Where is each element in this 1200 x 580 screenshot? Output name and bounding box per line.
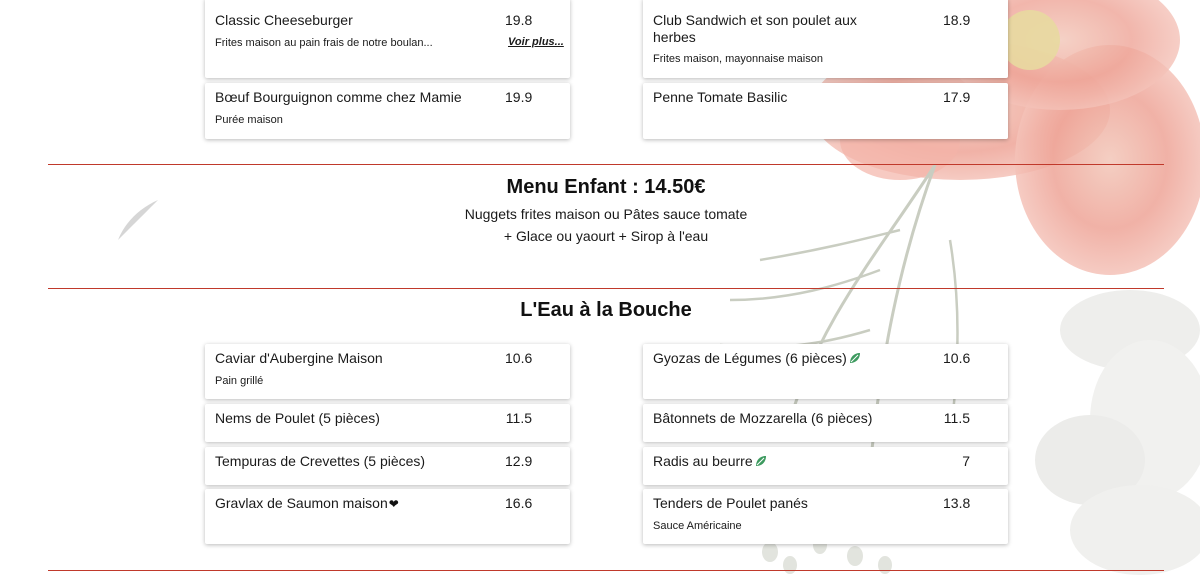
menu-item-name: Gravlax de Saumon maison [215,495,388,511]
menu-enfant-title: Menu Enfant : 14.50€ [506,176,706,198]
menu-item-price: 17.9 [943,89,971,105]
section-divider [48,164,1164,165]
menu-item-card[interactable] [643,83,1008,139]
menu-item-card[interactable] [205,0,570,78]
menu-item-price: 10.6 [943,350,971,366]
menu-item-price: 10.6 [505,350,533,366]
menu-item-price: 18.9 [943,12,971,28]
menu-item-card[interactable] [643,447,1008,485]
heart-icon: ❤ [388,497,399,511]
menu-item-description: Purée maison [215,114,283,126]
menu-item-price: 7 [962,453,970,469]
section-divider [48,288,1164,289]
menu-item-name-row [215,495,485,513]
menu-enfant-line-2: + Glace ou yaourt + Sirop à l'eau [503,228,709,244]
menu-item-name: Tempuras de Crevettes (5 pièces) [215,453,426,469]
menu-item-name: Bœuf Bourguignon comme chez Mamie [215,89,462,105]
menu-item-card[interactable] [205,404,570,442]
menu-item-price: 11.5 [505,410,532,426]
menu-item-card[interactable] [643,489,1008,544]
menu-item-description: Frites maison au pain frais de notre boulan... [215,37,433,49]
menu-item-price: 11.5 [943,410,970,426]
menu-item-card[interactable] [205,447,570,485]
menu-item-price: 12.9 [505,453,533,469]
menu-item-name: Nems de Poulet (5 pièces) [215,410,380,426]
menu-item-name: Gyozas de Légumes (6 pièces) [653,350,847,366]
menu-item-name: Club Sandwich et son poulet aux herbes [653,12,857,45]
menu-item-description: Sauce Américaine [653,520,742,532]
menu-item-card[interactable] [205,489,570,544]
menu-item-description: Pain grillé [215,375,264,387]
menu-item-name: Classic Cheeseburger [215,12,353,28]
menu-enfant-line-1: Nuggets frites maison ou Pâtes sauce tomate [464,206,748,222]
menu-item-card[interactable] [205,344,570,399]
menu-item-price: 19.9 [505,89,533,105]
vegan-leaf-icon [755,455,767,467]
menu-item-name: Penne Tomate Basilic [653,89,788,105]
see-more-link[interactable]: Voir plus... [508,36,564,48]
menu-item-card[interactable] [643,344,1008,399]
menu-item-name-row [653,350,923,367]
menu-item-price: 19.8 [505,12,533,28]
menu-item-name: Tenders de Poulet panés [653,495,808,511]
menu-item-price: 16.6 [505,495,533,511]
menu-item-name: Radis au beurre [653,453,753,469]
section-title-eau-a-la-bouche: L'Eau à la Bouche [520,299,692,321]
menu-item-card[interactable] [205,83,570,139]
section-divider [48,570,1164,571]
menu-item-name: Bâtonnets de Mozzarella (6 pièces) [653,410,873,426]
menu-item-price: 13.8 [943,495,971,511]
menu-item-description: Frites maison, mayonnaise maison [653,53,823,65]
menu-item-card[interactable] [643,404,1008,442]
menu-item-name: Caviar d'Aubergine Maison [215,350,383,366]
menu-item-card[interactable] [643,0,1008,78]
menu-item-name-row [653,453,923,470]
vegan-leaf-icon [849,352,861,364]
